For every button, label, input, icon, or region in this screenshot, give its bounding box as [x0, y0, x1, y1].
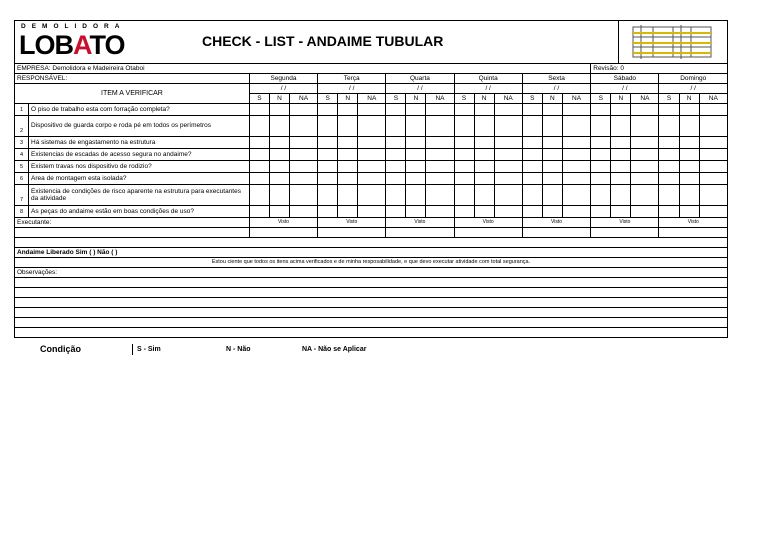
check-cell[interactable] — [522, 206, 542, 218]
check-cell[interactable] — [591, 104, 611, 116]
check-cell[interactable] — [318, 104, 338, 116]
page-title: CHECK - LIST - ANDAIME TUBULAR — [202, 33, 444, 49]
check-cell[interactable] — [290, 173, 318, 185]
visto-field[interactable]: Visto — [318, 218, 386, 228]
table-row — [15, 104, 728, 116]
legend-title: Condição — [14, 344, 133, 355]
check-cell[interactable] — [631, 206, 659, 218]
check-cell[interactable] — [699, 116, 727, 137]
check-cell[interactable] — [406, 173, 426, 185]
visto-field[interactable]: Visto — [386, 218, 454, 228]
check-cell[interactable] — [454, 104, 474, 116]
check-cell[interactable] — [474, 185, 494, 206]
item-text: Existem travas nos dispositivo de rodizio? — [29, 161, 250, 173]
check-cell[interactable] — [542, 104, 562, 116]
check-cell[interactable] — [522, 185, 542, 206]
check-cell[interactable] — [338, 116, 358, 137]
check-cell[interactable] — [591, 161, 611, 173]
item-text: Existencia de condições de risco aparente na estrutura para executantes da atividade — [29, 185, 250, 206]
check-cell[interactable] — [338, 185, 358, 206]
check-cell[interactable] — [338, 173, 358, 185]
check-cell[interactable] — [318, 137, 338, 149]
item-text: Existencias de escadas de acesso segura no andaime? — [29, 149, 250, 161]
observacoes-line[interactable] — [15, 298, 728, 308]
date-field[interactable]: / / — [659, 84, 728, 94]
check-cell[interactable] — [611, 173, 631, 185]
check-cell[interactable] — [494, 137, 522, 149]
executante-blank — [15, 228, 250, 238]
company-logo — [19, 23, 159, 61]
signature-field[interactable] — [522, 228, 590, 238]
check-cell[interactable] — [474, 104, 494, 116]
item-text: Area de montagem esta isolada? — [29, 173, 250, 185]
check-cell[interactable] — [659, 104, 679, 116]
sub-column-header: N — [474, 94, 494, 104]
revisao-label: Revisão: 0 — [591, 64, 728, 74]
check-cell[interactable] — [631, 149, 659, 161]
check-cell[interactable] — [358, 149, 386, 161]
check-cell[interactable] — [562, 149, 590, 161]
table-row — [15, 185, 728, 206]
item-text: Dispositivo de guarda corpo e roda pé em todos os perímetros — [29, 116, 250, 137]
check-cell[interactable] — [249, 149, 269, 161]
declaracao-text: Estou ciente que todos os itens acima verificados e de minha resposabilidade, e que devo executar atividade com total segurança. — [15, 258, 728, 268]
visto-field[interactable]: Visto — [522, 218, 590, 228]
check-cell[interactable] — [494, 161, 522, 173]
check-cell[interactable] — [406, 137, 426, 149]
check-cell[interactable] — [249, 104, 269, 116]
check-cell[interactable] — [318, 185, 338, 206]
check-cell[interactable] — [269, 149, 289, 161]
observacoes-label: Observações: — [15, 268, 728, 278]
check-cell[interactable] — [494, 149, 522, 161]
day-header: Quinta — [454, 74, 522, 84]
check-cell[interactable] — [318, 161, 338, 173]
check-cell[interactable] — [474, 149, 494, 161]
check-cell[interactable] — [318, 116, 338, 137]
check-cell[interactable] — [542, 173, 562, 185]
check-cell[interactable] — [338, 104, 358, 116]
item-number: 4 — [15, 149, 29, 161]
check-cell[interactable] — [611, 185, 631, 206]
check-cell[interactable] — [406, 104, 426, 116]
check-cell[interactable] — [611, 206, 631, 218]
check-cell[interactable] — [358, 173, 386, 185]
legend-na: NA - Não se Aplicar — [302, 346, 367, 353]
check-cell[interactable] — [562, 116, 590, 137]
check-cell[interactable] — [591, 206, 611, 218]
check-cell[interactable] — [249, 116, 269, 137]
check-cell[interactable] — [338, 137, 358, 149]
signature-field[interactable] — [386, 228, 454, 238]
check-cell[interactable] — [426, 149, 454, 161]
check-cell[interactable] — [386, 137, 406, 149]
check-cell[interactable] — [591, 173, 611, 185]
check-cell[interactable] — [474, 173, 494, 185]
sub-column-header: S — [591, 94, 611, 104]
check-cell[interactable] — [659, 149, 679, 161]
check-cell[interactable] — [631, 116, 659, 137]
check-cell[interactable] — [386, 185, 406, 206]
check-cell[interactable] — [562, 173, 590, 185]
check-cell[interactable] — [358, 161, 386, 173]
check-cell[interactable] — [269, 161, 289, 173]
check-cell[interactable] — [611, 137, 631, 149]
check-cell[interactable] — [494, 206, 522, 218]
check-cell[interactable] — [426, 104, 454, 116]
check-cell[interactable] — [386, 161, 406, 173]
check-cell[interactable] — [699, 161, 727, 173]
check-cell[interactable] — [679, 116, 699, 137]
check-cell[interactable] — [318, 206, 338, 218]
signature-field[interactable] — [454, 228, 522, 238]
logo-subtitle: DEMOLIDORA — [21, 23, 126, 30]
check-cell[interactable] — [454, 206, 474, 218]
table-row — [15, 206, 728, 218]
observacoes-line[interactable] — [15, 328, 728, 338]
legend — [14, 344, 414, 355]
check-cell[interactable] — [631, 104, 659, 116]
check-cell[interactable] — [426, 185, 454, 206]
check-cell[interactable] — [454, 185, 474, 206]
check-cell[interactable] — [659, 116, 679, 137]
check-cell[interactable] — [542, 161, 562, 173]
check-cell[interactable] — [679, 206, 699, 218]
check-cell[interactable] — [249, 173, 269, 185]
check-cell[interactable] — [290, 137, 318, 149]
item-number: 2 — [15, 116, 29, 137]
check-cell[interactable] — [338, 161, 358, 173]
item-number: 5 — [15, 161, 29, 173]
check-cell[interactable] — [426, 161, 454, 173]
legend-nao: N - Não — [226, 346, 251, 353]
check-cell[interactable] — [290, 161, 318, 173]
check-cell[interactable] — [269, 137, 289, 149]
check-cell[interactable] — [562, 206, 590, 218]
observacoes-line[interactable] — [15, 288, 728, 298]
sub-column-header: NA — [699, 94, 727, 104]
check-cell[interactable] — [679, 137, 699, 149]
check-cell[interactable] — [290, 104, 318, 116]
check-cell[interactable] — [338, 149, 358, 161]
check-cell[interactable] — [494, 185, 522, 206]
date-field[interactable]: / / — [591, 84, 659, 94]
day-header: Terça — [318, 74, 386, 84]
visto-field[interactable]: Visto — [659, 218, 728, 228]
responsavel-label: RESPONSÁVEL: — [15, 74, 250, 84]
checklist-table — [14, 63, 728, 338]
check-cell[interactable] — [562, 104, 590, 116]
logo-text-a: LOB — [19, 30, 73, 60]
check-cell[interactable] — [426, 137, 454, 149]
check-cell[interactable] — [249, 185, 269, 206]
sub-column-header: N — [269, 94, 289, 104]
check-cell[interactable] — [699, 104, 727, 116]
sub-column-header: S — [318, 94, 338, 104]
table-row — [15, 173, 728, 185]
sub-column-header: S — [386, 94, 406, 104]
check-cell[interactable] — [454, 116, 474, 137]
checklist-sheet — [14, 20, 728, 355]
observacoes-line[interactable] — [15, 308, 728, 318]
sub-column-header: S — [454, 94, 474, 104]
check-cell[interactable] — [679, 173, 699, 185]
check-cell[interactable] — [631, 161, 659, 173]
check-cell[interactable] — [358, 185, 386, 206]
day-header: Segunda — [249, 74, 317, 84]
check-cell[interactable] — [406, 116, 426, 137]
date-field[interactable]: / / — [454, 84, 522, 94]
check-cell[interactable] — [290, 206, 318, 218]
check-cell[interactable] — [249, 137, 269, 149]
sub-column-header: N — [406, 94, 426, 104]
check-cell[interactable] — [542, 185, 562, 206]
check-cell[interactable] — [358, 206, 386, 218]
check-cell[interactable] — [290, 116, 318, 137]
check-cell[interactable] — [406, 185, 426, 206]
scaffold-illustration — [618, 21, 727, 63]
check-cell[interactable] — [659, 185, 679, 206]
check-cell[interactable] — [494, 116, 522, 137]
check-cell[interactable] — [290, 185, 318, 206]
sub-column-header: NA — [290, 94, 318, 104]
check-cell[interactable] — [679, 185, 699, 206]
check-cell[interactable] — [631, 137, 659, 149]
item-number: 1 — [15, 104, 29, 116]
check-cell[interactable] — [562, 185, 590, 206]
date-field[interactable]: / / — [386, 84, 454, 94]
check-cell[interactable] — [611, 149, 631, 161]
check-cell[interactable] — [591, 149, 611, 161]
visto-field[interactable]: Visto — [249, 218, 317, 228]
sub-column-header: NA — [426, 94, 454, 104]
logo-wordmark — [19, 30, 125, 60]
check-cell[interactable] — [494, 104, 522, 116]
check-cell[interactable] — [426, 116, 454, 137]
check-cell[interactable] — [611, 104, 631, 116]
check-cell[interactable] — [699, 137, 727, 149]
check-cell[interactable] — [269, 206, 289, 218]
day-header: Quarta — [386, 74, 454, 84]
check-cell[interactable] — [699, 149, 727, 161]
check-cell[interactable] — [659, 137, 679, 149]
observacoes-line[interactable] — [15, 278, 728, 288]
executante-label: Executante: — [15, 218, 250, 228]
check-cell[interactable] — [406, 161, 426, 173]
check-cell[interactable] — [386, 104, 406, 116]
check-cell[interactable] — [659, 173, 679, 185]
table-row — [15, 149, 728, 161]
check-cell[interactable] — [679, 161, 699, 173]
check-cell[interactable] — [494, 173, 522, 185]
table-row — [15, 161, 728, 173]
check-cell[interactable] — [542, 149, 562, 161]
check-cell[interactable] — [249, 206, 269, 218]
header — [14, 20, 728, 63]
check-cell[interactable] — [474, 137, 494, 149]
check-cell[interactable] — [269, 116, 289, 137]
check-cell[interactable] — [426, 173, 454, 185]
date-field[interactable]: / / — [522, 84, 590, 94]
check-cell[interactable] — [406, 149, 426, 161]
item-text: As peças do andaime estão em boas condições de uso? — [29, 206, 250, 218]
check-cell[interactable] — [611, 161, 631, 173]
check-cell[interactable] — [358, 104, 386, 116]
item-header: ITEM A VERIFICAR — [15, 84, 250, 104]
item-number: 8 — [15, 206, 29, 218]
spacer-row — [15, 238, 728, 248]
check-cell[interactable] — [699, 206, 727, 218]
sub-column-header: S — [659, 94, 679, 104]
sub-column-header: NA — [631, 94, 659, 104]
check-cell[interactable] — [474, 116, 494, 137]
check-cell[interactable] — [562, 161, 590, 173]
andaime-liberado[interactable]: Andaime Liberado Sim ( ) Não ( ) — [15, 248, 728, 258]
check-cell[interactable] — [386, 173, 406, 185]
item-number: 6 — [15, 173, 29, 185]
logo-text-accent: A — [73, 30, 90, 60]
observacoes-line[interactable] — [15, 318, 728, 328]
check-cell[interactable] — [699, 185, 727, 206]
sub-column-header: N — [679, 94, 699, 104]
check-cell[interactable] — [269, 104, 289, 116]
check-cell[interactable] — [522, 149, 542, 161]
empresa-label: EMPRESA: Demolidora e Madeireira Otaboi — [15, 64, 591, 74]
item-number: 7 — [15, 185, 29, 206]
day-header: Sexta — [522, 74, 590, 84]
signature-field[interactable] — [591, 228, 659, 238]
check-cell[interactable] — [522, 173, 542, 185]
check-cell[interactable] — [591, 116, 611, 137]
check-cell[interactable] — [386, 206, 406, 218]
sub-column-header: NA — [494, 94, 522, 104]
check-cell[interactable] — [318, 173, 338, 185]
check-cell[interactable] — [406, 206, 426, 218]
check-cell[interactable] — [474, 206, 494, 218]
check-cell[interactable] — [522, 104, 542, 116]
check-cell[interactable] — [522, 137, 542, 149]
check-cell[interactable] — [358, 116, 386, 137]
check-cell[interactable] — [386, 116, 406, 137]
signature-field[interactable] — [249, 228, 317, 238]
visto-field[interactable]: Visto — [591, 218, 659, 228]
check-cell[interactable] — [611, 116, 631, 137]
check-cell[interactable] — [249, 161, 269, 173]
legend-sim: S - Sim — [137, 346, 161, 353]
item-text: Há sistemas de engastamento na estrutura — [29, 137, 250, 149]
table-row — [15, 137, 728, 149]
sub-column-header: S — [522, 94, 542, 104]
sub-column-header: S — [249, 94, 269, 104]
check-cell[interactable] — [426, 206, 454, 218]
check-cell[interactable] — [338, 206, 358, 218]
check-cell[interactable] — [269, 173, 289, 185]
check-cell[interactable] — [562, 137, 590, 149]
check-cell[interactable] — [542, 116, 562, 137]
check-cell[interactable] — [591, 185, 611, 206]
sub-column-header: NA — [358, 94, 386, 104]
check-cell[interactable] — [542, 206, 562, 218]
check-cell[interactable] — [631, 185, 659, 206]
check-cell[interactable] — [542, 137, 562, 149]
day-header: Sábado — [591, 74, 659, 84]
check-cell[interactable] — [679, 104, 699, 116]
sub-column-header: N — [338, 94, 358, 104]
check-cell[interactable] — [522, 161, 542, 173]
check-cell[interactable] — [454, 137, 474, 149]
check-cell[interactable] — [269, 185, 289, 206]
day-header: Domingo — [659, 74, 728, 84]
check-cell[interactable] — [659, 206, 679, 218]
check-cell[interactable] — [386, 149, 406, 161]
sub-column-header: NA — [562, 94, 590, 104]
check-cell[interactable] — [290, 149, 318, 161]
item-text: O piso de trabalho esta com forração completa? — [29, 104, 250, 116]
check-cell[interactable] — [474, 161, 494, 173]
check-cell[interactable] — [454, 161, 474, 173]
sub-column-header: N — [611, 94, 631, 104]
item-number: 3 — [15, 137, 29, 149]
check-cell[interactable] — [522, 116, 542, 137]
date-field[interactable]: / / — [249, 84, 317, 94]
check-cell[interactable] — [699, 173, 727, 185]
visto-field[interactable]: Visto — [454, 218, 522, 228]
logo-text-c: TO — [89, 30, 125, 60]
check-cell[interactable] — [631, 173, 659, 185]
check-cell[interactable] — [454, 173, 474, 185]
check-cell[interactable] — [659, 161, 679, 173]
signature-field[interactable] — [659, 228, 728, 238]
check-cell[interactable] — [358, 137, 386, 149]
table-row — [15, 116, 728, 137]
check-cell[interactable] — [454, 149, 474, 161]
check-cell[interactable] — [679, 149, 699, 161]
check-cell[interactable] — [591, 137, 611, 149]
sub-column-header: N — [542, 94, 562, 104]
check-cell[interactable] — [318, 149, 338, 161]
signature-field[interactable] — [318, 228, 386, 238]
date-field[interactable]: / / — [318, 84, 386, 94]
